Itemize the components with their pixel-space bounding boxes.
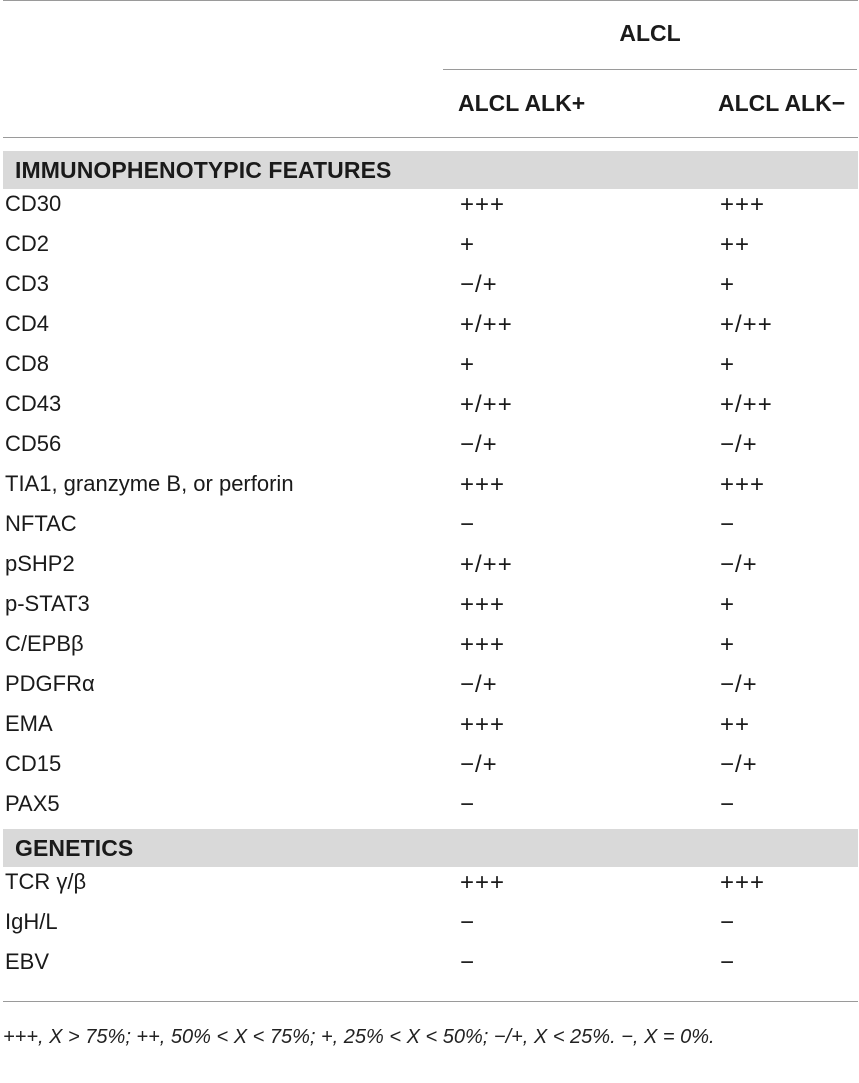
table-row (0, 508, 859, 548)
cell-alk-positive: +/++ (460, 311, 513, 338)
cell-alk-positive: −/+ (460, 751, 498, 778)
cell-alk-negative: − (720, 511, 736, 538)
row-label: CD56 (5, 431, 62, 456)
table-footnote: +++, X > 75%; ++, 50% < X < 75%; +, 25% < X < 50%; −/+, X < 25%. −, X = 0%. (3, 1026, 715, 1048)
group-header-rule (443, 69, 857, 70)
row-label: pSHP2 (5, 551, 75, 576)
cell-alk-positive: + (460, 231, 476, 258)
table-row (0, 628, 859, 668)
table-row (0, 588, 859, 628)
table-row (0, 748, 859, 788)
table-row (0, 228, 859, 268)
table-row (0, 428, 859, 468)
row-label: CD3 (5, 271, 50, 296)
cell-alk-positive: −/+ (460, 431, 498, 458)
row-label: p-STAT3 (5, 591, 90, 616)
cell-alk-negative: − (720, 791, 736, 818)
cell-alk-positive: − (460, 909, 476, 936)
cell-alk-negative: −/+ (720, 671, 758, 698)
table-row (0, 946, 859, 986)
row-label: NFTAC (5, 511, 77, 536)
cell-alk-positive: + (460, 351, 476, 378)
cell-alk-negative: +++ (720, 191, 766, 218)
cell-alk-positive: +++ (460, 591, 506, 618)
table-row (0, 906, 859, 946)
section-title: GENETICS (15, 835, 134, 861)
table-row (0, 188, 859, 228)
row-label: TCR γ/β (5, 869, 87, 894)
row-label: PAX5 (5, 791, 60, 816)
cell-alk-positive: −/+ (460, 271, 498, 298)
table-row (0, 348, 859, 388)
cell-alk-negative: ++ (720, 231, 751, 258)
cell-alk-positive: +++ (460, 711, 506, 738)
cell-alk-negative: + (720, 351, 736, 378)
cell-alk-positive: +/++ (460, 551, 513, 578)
column-header-alk-positive: ALCL ALK+ (458, 90, 586, 116)
table-row (0, 268, 859, 308)
cell-alk-negative: −/+ (720, 551, 758, 578)
table-row (0, 788, 859, 828)
cell-alk-positive: +++ (460, 869, 506, 896)
cell-alk-positive: +/++ (460, 391, 513, 418)
row-label: CD8 (5, 351, 50, 376)
table-row (0, 548, 859, 588)
row-label: CD15 (5, 751, 62, 776)
cell-alk-positive: +++ (460, 471, 506, 498)
group-header-alcl: ALCL (619, 20, 681, 46)
cell-alk-negative: + (720, 591, 736, 618)
table-row (0, 708, 859, 748)
row-label: CD2 (5, 231, 50, 256)
section-header (3, 151, 858, 189)
cell-alk-positive: −/+ (460, 671, 498, 698)
row-label: EBV (5, 949, 50, 974)
cell-alk-negative: −/+ (720, 431, 758, 458)
row-label: PDGFRα (5, 671, 95, 696)
section-title: IMMUNOPHENOTYPIC FEATURES (15, 157, 392, 183)
bottom-rule (3, 1001, 858, 1002)
cell-alk-negative: +++ (720, 471, 766, 498)
row-label: CD43 (5, 391, 62, 416)
cell-alk-positive: +++ (460, 631, 506, 658)
table-row (0, 468, 859, 508)
cell-alk-positive: − (460, 511, 476, 538)
cell-alk-negative: + (720, 271, 736, 298)
cell-alk-negative: − (720, 909, 736, 936)
row-label: CD4 (5, 311, 50, 336)
section-header (3, 829, 858, 867)
cell-alk-positive: +++ (460, 191, 506, 218)
cell-alk-negative: ++ (720, 711, 751, 738)
top-rule (3, 0, 858, 1)
row-label: CD30 (5, 191, 62, 216)
row-label: IgH/L (5, 909, 58, 934)
cell-alk-positive: − (460, 791, 476, 818)
header-bottom-rule (3, 137, 858, 138)
table-row (0, 308, 859, 348)
cell-alk-positive: − (460, 949, 476, 976)
table-row (0, 388, 859, 428)
row-label: EMA (5, 711, 53, 736)
row-label: TIA1, granzyme B, or perforin (5, 471, 294, 496)
table-row (0, 866, 859, 906)
table-row (0, 668, 859, 708)
cell-alk-negative: −/+ (720, 751, 758, 778)
row-label: C/EPBβ (5, 631, 84, 656)
cell-alk-negative: + (720, 631, 736, 658)
cell-alk-negative: +/++ (720, 391, 773, 418)
cell-alk-negative: +/++ (720, 311, 773, 338)
column-header-alk-negative: ALCL ALK− (718, 90, 846, 116)
cell-alk-negative: +++ (720, 869, 766, 896)
cell-alk-negative: − (720, 949, 736, 976)
